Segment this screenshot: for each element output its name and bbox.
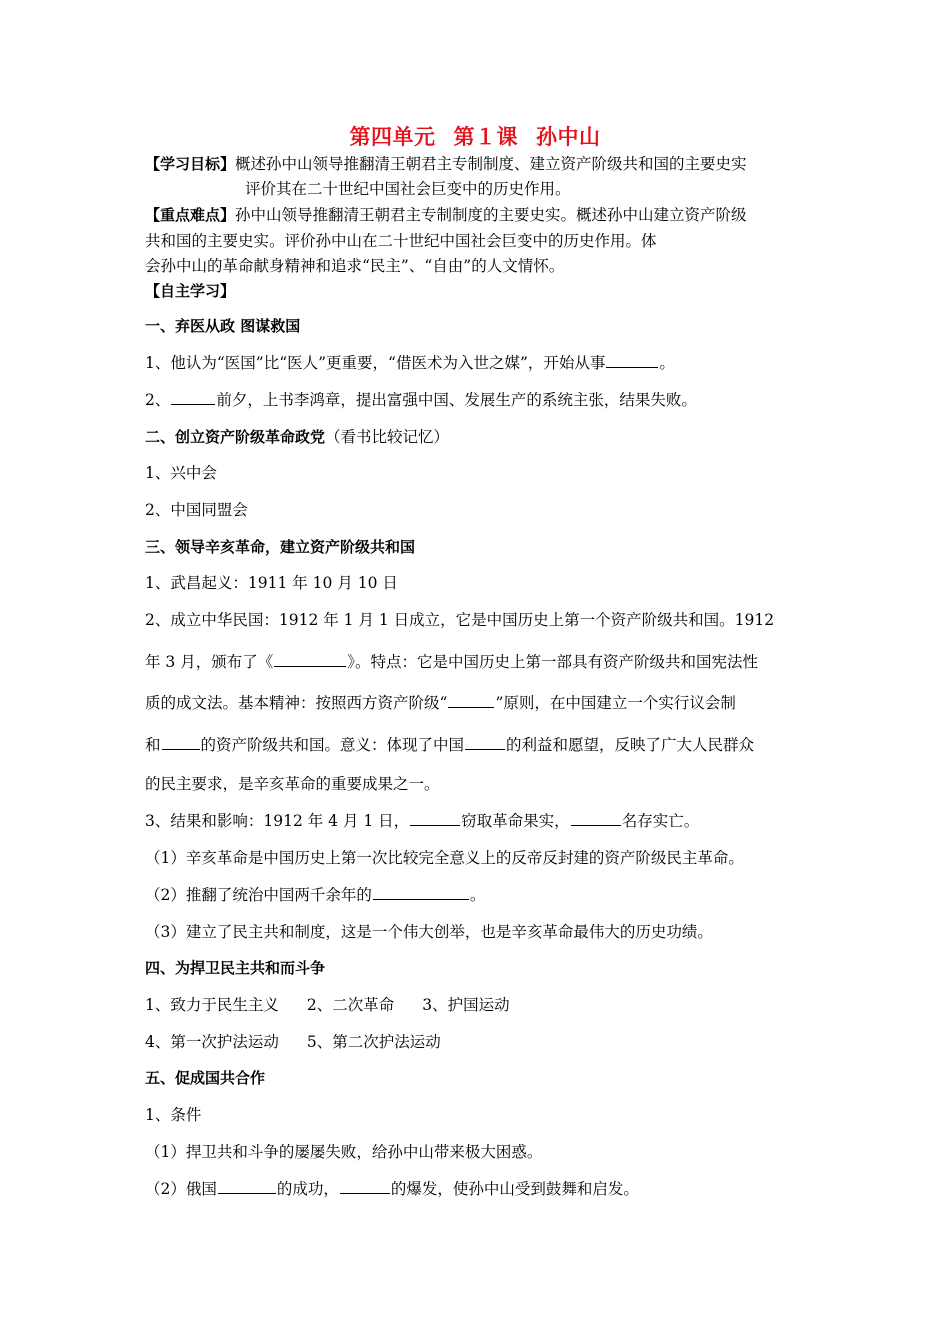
s1-question-2 (145, 388, 697, 410)
s4-item: 1、致力于民生主义 (145, 996, 279, 1014)
s5-point-2 (145, 1177, 639, 1199)
keypoints-text-1: 孙中山领导推翻清王朝君主专制制度的主要史实。概述孙中山建立资产阶级 (235, 206, 747, 224)
s3-i3-a: 3、结果和影响：1912 年 4 月 1 日， (145, 812, 410, 830)
s3-item-2-line-4 (145, 733, 754, 755)
s3-i3-b: 窃取革命果实， (461, 812, 570, 830)
section-4-heading: 四、为捍卫民主共和而斗争 (145, 959, 326, 977)
fill-blank[interactable] (171, 389, 215, 405)
s3-item-2-line-1: 2、成立中华民国：1912 年 1 月 1 日成立，它是中国历史上第一个资产阶级共和国。1912 (145, 611, 775, 629)
s3-l2-a: 年 3 月，颁布了《 (145, 653, 274, 671)
keypoints-text-3: 会孙中山的革命献身精神和追求“民主”、“自由”的人文情怀。 (145, 257, 565, 275)
s2-item-2: 2、中国同盟会 (145, 501, 248, 519)
self-study-label: 【自主学习】 (145, 282, 236, 300)
s3-p2-a: （2）推翻了统治中国两千余年的 (145, 886, 372, 904)
s3-l4-a: 和 (145, 736, 161, 754)
s3-l4-b: 的资产阶级共和国。意义：体现了中国 (200, 736, 465, 754)
s3-l3-a: 质的成文法。基本精神：按照西方资产阶级“ (145, 694, 448, 712)
s3-item-3 (145, 809, 699, 831)
s2-heading-note: （看书比较记忆） (325, 428, 450, 446)
objectives-text-2: 评价其在二十世纪中国社会巨变中的历史作用。 (245, 180, 571, 198)
s1-q2-num: 2、 (145, 391, 171, 409)
objectives-line-1 (145, 152, 747, 174)
fill-blank[interactable] (448, 692, 494, 708)
fill-blank[interactable] (606, 352, 658, 368)
fill-blank[interactable] (162, 734, 200, 750)
s4-row-1 (145, 993, 510, 1015)
fill-blank[interactable] (465, 734, 505, 750)
s3-item-1: 1、武昌起义：1911 年 10 月 10 日 (145, 574, 398, 592)
s4-item: 5、第二次护法运动 (306, 1033, 441, 1051)
s4-item: 4、第一次护法运动 (145, 1033, 279, 1051)
fill-blank[interactable] (410, 810, 460, 826)
keypoints-text-2: 共和国的主要史实。评价孙中山在二十世纪中国社会巨变中的历史作用。体 (145, 232, 657, 250)
s1-question-1 (145, 351, 675, 373)
s5-item-1: 1、条件 (145, 1106, 202, 1124)
s3-l4-c: 的利益和愿望，反映了广大人民群众 (506, 736, 755, 754)
s5-p2-a: （2）俄国 (145, 1180, 217, 1198)
section-1-heading: 一、弃医从政 图谋救国 (145, 317, 301, 335)
s5-point-1: （1）捍卫共和斗争的屡屡失败，给孙中山带来极大困惑。 (145, 1143, 543, 1161)
s2-heading-text: 二、创立资产阶级革命政党 (145, 428, 326, 446)
s3-item-2-line-3 (145, 691, 736, 713)
s3-i3-c: 名存实亡。 (621, 812, 700, 830)
s4-item: 2、二次革命 (306, 996, 395, 1014)
s3-l2-b: 》。特点：它是中国历史上第一部具有资产阶级共和国宪法性 (347, 653, 758, 671)
s5-p2-c: 的爆发，使孙中山受到鼓舞和启发。 (390, 1180, 639, 1198)
s2-item-1: 1、兴中会 (145, 464, 217, 482)
s1-q2-text: 前夕，上书李鸿章，提出富强中国、发展生产的系统主张，结果失败。 (216, 391, 697, 409)
section-3-heading: 三、领导辛亥革命，建立资产阶级共和国 (145, 538, 416, 556)
objectives-label: 【学习目标】 (145, 155, 236, 173)
fill-blank[interactable] (274, 651, 346, 667)
s3-item-2-line-5: 的民主要求，是辛亥革命的重要成果之一。 (145, 775, 440, 793)
objectives-text-1: 概述孙中山领导推翻清王朝君主专制制度、建立资产阶级共和国的主要史实 (235, 155, 747, 173)
fill-blank[interactable] (571, 810, 621, 826)
s3-point-2 (145, 883, 485, 905)
section-2-heading (145, 425, 449, 447)
section-5-heading: 五、促成国共合作 (145, 1069, 266, 1087)
fill-blank[interactable] (340, 1178, 390, 1194)
s4-row-2 (145, 1030, 441, 1052)
s5-p2-b: 的成功， (276, 1180, 339, 1198)
s3-point-3: （3）建立了民主共和制度，这是一个伟大创举，也是辛亥革命最伟大的历史功绩。 (145, 923, 713, 941)
s4-item: 3、护国运动 (422, 996, 510, 1014)
keypoints-label: 【重点难点】 (145, 206, 236, 224)
title-lesson: 第１课 (453, 124, 518, 149)
s1-q1-text: 1、他认为“医国”比“医人”更重要，“借医术为入世之媒”，开始从事 (145, 354, 606, 372)
fill-blank[interactable] (373, 884, 469, 900)
page-title (0, 121, 950, 151)
title-topic: 孙中山 (536, 124, 601, 149)
s3-point-1: （1）辛亥革命是中国历史上第一次比较完全意义上的反帝反封建的资产阶级民主革命。 (145, 849, 744, 867)
fill-blank[interactable] (218, 1178, 276, 1194)
title-unit: 第四单元 (349, 124, 436, 149)
s3-item-2-line-2 (145, 650, 758, 672)
keypoints-line-1 (145, 203, 747, 225)
s3-p2-b: 。 (469, 886, 486, 904)
s1-q1-end: 。 (659, 354, 675, 372)
s3-l3-b: ”原则，在中国建立一个实行议会制 (495, 694, 736, 712)
